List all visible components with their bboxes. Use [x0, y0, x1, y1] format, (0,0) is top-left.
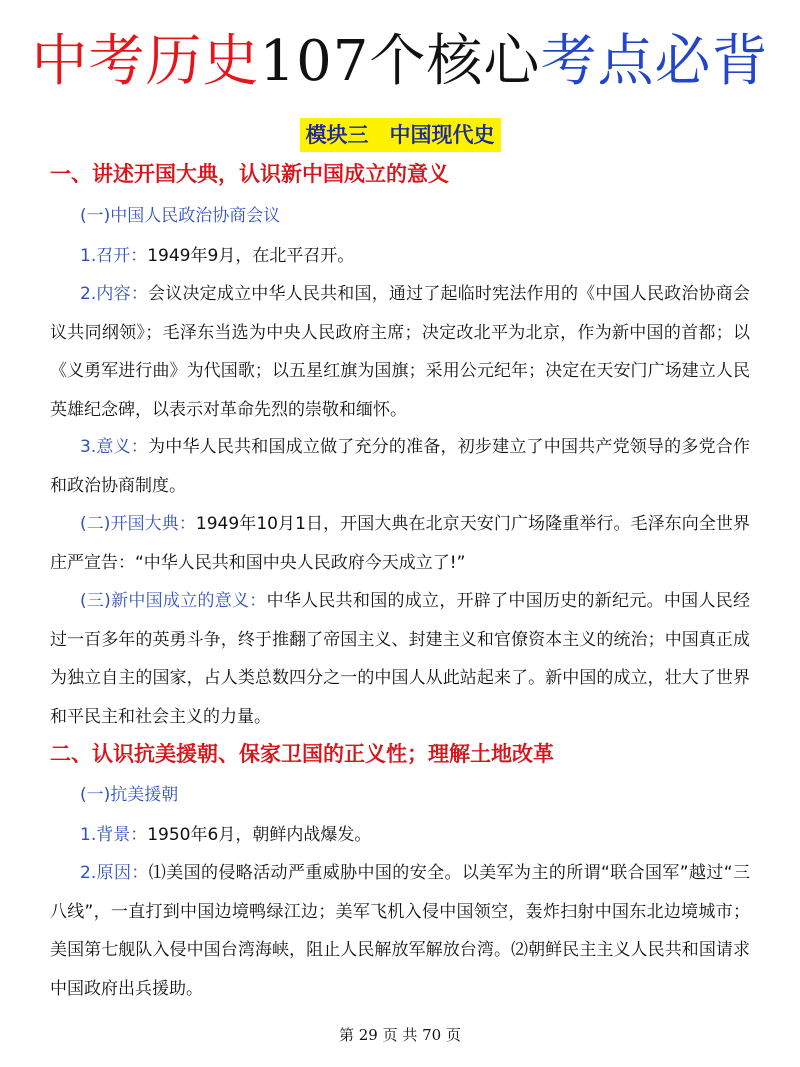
text-founding-significance: 中华人民共和国的成立，开辟了中国历史的新纪元。中国人民经过一百多年的英勇斗争，终于推翻了帝国主义、封建主义和官僚资本主义的统治；中国真正成为独立自主的国家，占人类总数四分之一的中国人从此站起来了。新中国的成立，壮大了世界和平民主和社会主义的力量。 — [50, 591, 751, 727]
title-part-1: 中考历史 — [31, 29, 260, 94]
module-banner — [0, 118, 800, 152]
text-convening: 1949年9月，在北平召开。 — [147, 246, 355, 266]
label-convening: 1.召开： — [80, 246, 148, 266]
subheading-korean-war: (一)抗美援朝 — [80, 785, 179, 805]
subheading-cppcc: (一)中国人民政治协商会议 — [80, 206, 281, 226]
text-background: 1950年6月，朝鲜内战爆发。 — [147, 825, 372, 845]
module-title: 模块三 中国现代史 — [300, 118, 501, 152]
paragraph-convening — [50, 237, 750, 276]
paragraph-background — [50, 816, 750, 855]
title-part-3: 考点必背 — [540, 29, 769, 94]
section-heading-1: 一、讲述开国大典，认识新中国成立的意义 — [50, 161, 449, 186]
label-founding-significance: (三)新中国成立的意义： — [80, 591, 267, 611]
paragraph-causes — [50, 854, 750, 1008]
section-heading-2: 二、认识抗美援朝、保家卫国的正义性；理解土地改革 — [50, 741, 554, 766]
label-causes: 2.原因： — [80, 863, 149, 883]
paragraph-significance — [50, 428, 750, 505]
label-founding-ceremony: (二)开国大典： — [80, 514, 196, 534]
text-content: 会议决定成立中华人民共和国，通过了起临时宪法作用的《中国人民政治协商会议共同纲领》；毛泽东当选为中央人民政府主席；决定改北平为北京，作为新中国的首都；以《义勇军进行曲》为代国歌；以五星红旗为国旗；采用公元纪年；决定在天安门广场建立人民英雄纪念碑，以表示对革命先烈的崇敬和缅怀。 — [50, 284, 750, 420]
paragraph-content — [50, 275, 750, 429]
paragraph-founding-ceremony — [50, 505, 750, 582]
text-causes: ⑴美国的侵略活动严重威胁中国的安全。以美军为主的所谓“联合国军”越过“三八线”，一直打到中国边境鸭绿江边；美军飞机入侵中国领空，轰炸扫射中国东北边境城市；美国第七舰队入侵中国台湾海峡，阻止人民解放军解放台湾。⑵朝鲜民主主义人民共和国请求中国政府出兵援助。 — [50, 863, 750, 999]
page-number-footer: 第 29 页 共 70 页 — [338, 1026, 461, 1044]
text-significance: 为中华人民共和国成立做了充分的准备，初步建立了中国共产党领导的多党合作和政治协商制度。 — [50, 437, 750, 496]
page-title — [0, 26, 800, 98]
title-part-2: 107个核心 — [259, 29, 541, 94]
label-content: 2.内容： — [80, 284, 149, 304]
label-background: 1.背景： — [80, 825, 148, 845]
text-founding-ceremony: 1949年10月1日，开国大典在北京天安门广场隆重举行。毛泽东向全世界庄严宣告：“中华人民共和国中央人民政府今天成立了!” — [50, 514, 750, 573]
paragraph-founding-significance — [50, 582, 750, 736]
label-significance: 3.意义： — [80, 437, 149, 457]
